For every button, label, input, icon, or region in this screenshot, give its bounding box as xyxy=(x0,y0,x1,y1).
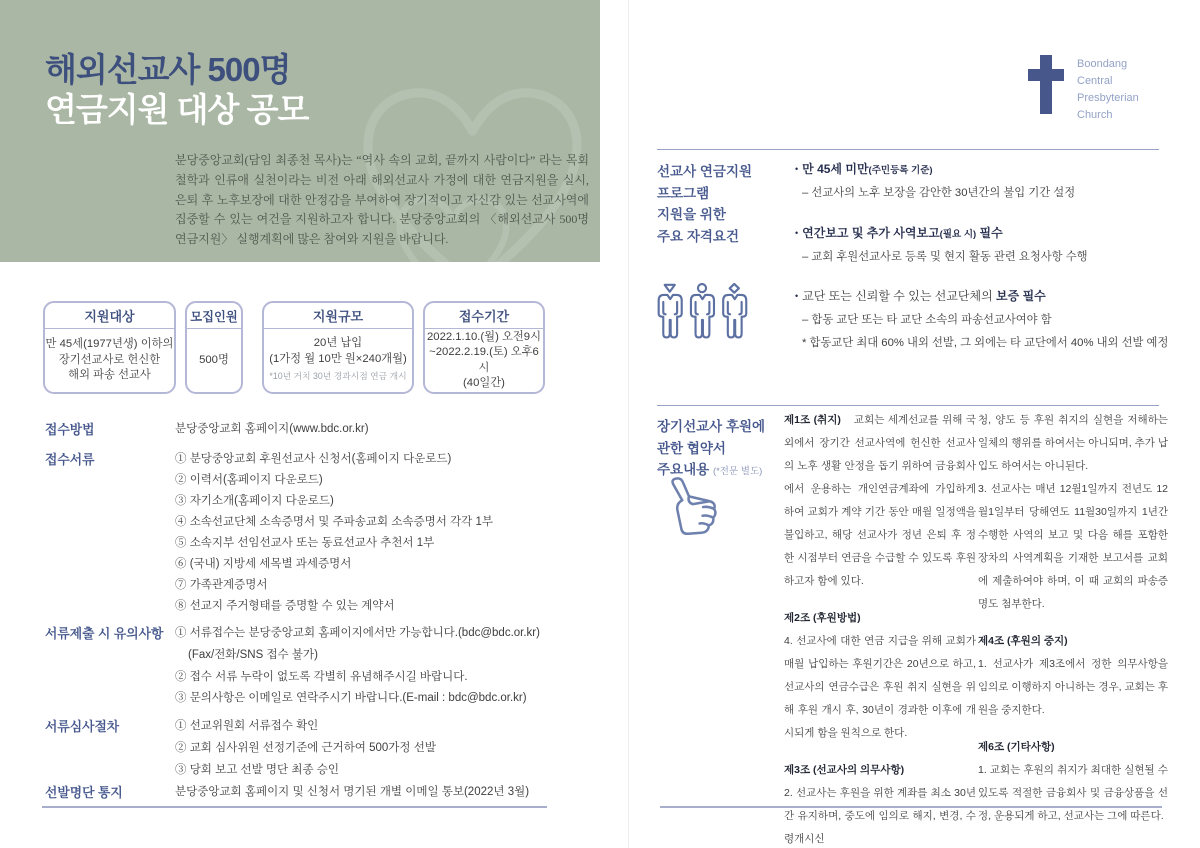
qualifications-label xyxy=(657,161,752,247)
section-item: ⑤ 소속지부 선임선교사 또는 동료선교사 추천서 1부 xyxy=(175,537,435,549)
agreement-article-1 xyxy=(784,409,976,593)
info-box-quota xyxy=(185,301,243,394)
bullet-note: (주민등록 기준) xyxy=(868,165,933,176)
info-box-note: *10년 거치 30년 경과시점 연금 개시 xyxy=(269,371,407,382)
article-text-continued: 청, 양도 등 후원 취지의 실현을 저해하는 일체의 행위를 하여서는 아니되며, 추가 납입도 하여서는 아니된다. xyxy=(978,414,1168,472)
qualifications-label-line: 프로그램 xyxy=(657,185,710,201)
qualifications-content xyxy=(795,158,1197,371)
page-fold-divider xyxy=(628,0,629,848)
agreement-label-note: (*전문 별도) xyxy=(712,466,763,477)
agreement-article-3 xyxy=(784,759,976,848)
section-item: ③ 당회 보고 선발 명단 최종 승인 xyxy=(175,763,339,776)
thumbs-up-hand-icon xyxy=(658,477,720,541)
agreement-article-4 xyxy=(978,630,1168,722)
section-item: ① 분당중앙교회 후원선교사 신청서(홈페이지 다운로드) xyxy=(175,453,452,465)
section-item: 분당중앙교회 홈페이지(www.bdc.or.kr) xyxy=(175,423,369,435)
info-box-title: 모집인원 xyxy=(187,303,241,329)
bullet-bold: 연간보고 및 추가 사역보고 xyxy=(802,225,940,240)
section-item: ① 선교위원회 서류접수 확인 xyxy=(175,720,319,732)
bullet-sub: – 교회 후원선교사로 등록 및 현지 활동 관련 요청사항 수행 xyxy=(802,250,1088,263)
article-text: 교회는 세계선교를 위해 국외에서 장기간 선교사역에 헌신한 선교사의 노후 생활 안정을 돕기 위하여 금융회사에서 운용하는 개인연금계좌에 가입하게 하여 교회가 계약 기간 동안 매월 일정액을 불입하고, 해당 선교사가 정년 은퇴 후 정한 시점부터 연금을 수급할 수 있도록 후원하고자 함에 있다. xyxy=(784,414,977,587)
logo-line: Boondang xyxy=(1077,58,1128,70)
article-text: 4. 선교사에 대한 연금 지급을 위해 교회가 매월 납입하는 후원기간은 20년으로 하고, 선교사의 연금수급은 후원 취지 실현을 위해 후원 개시 후, 30년이 경과한 이후에 개시되게 함을 원칙으로 한다. xyxy=(784,635,976,739)
section-result-notice xyxy=(45,782,607,803)
divider xyxy=(42,806,547,808)
section-label: 선발명단 통지 xyxy=(45,785,123,800)
section-review-process xyxy=(45,716,607,781)
logo-line: Presbyterian xyxy=(1077,92,1139,104)
section-item: ⑦ 가족관계증명서 xyxy=(175,579,268,591)
article-text: 3. 선교사는 매년 12월1일까지 전년도 12월1일부터 당해연도 11월30일까지 1년간 수행한 사역의 보고 및 다음 해를 포함한 장차의 사역계획을 기재한 보고서를 교회에 제출하여야 하며, 이 때 교회의 파송증명도 첨부한다. xyxy=(978,483,1168,610)
article-text: 2. 선교사는 후원을 위한 계좌를 최소 30년간 유지하며, 중도에 임의로 해지, 변경, 수령개시신 xyxy=(784,787,976,845)
article-heading: 제6조 (기타사항) xyxy=(978,741,1055,753)
article-heading: 제3조 (선교사의 의무사항) xyxy=(784,764,905,776)
bullet-pre: 교단 또는 신뢰할 수 있는 선교단체의 xyxy=(802,289,997,304)
bullet-bold: 필수 xyxy=(976,225,1003,240)
intro-paragraph: 분당중앙교회(담임 최종천 목사)는 “역사 속의 교회, 끝까지 사람이다” 라는 목회철학과 인류애 실천이라는 비전 아래 해외선교사 가정에 대한 연금지원을 실시, 은퇴 후 노후보장에 대한 안정감을 부여하여 장기적이고 자신감 있는 선교사역에 집중할 수 있는 여건을 지원하고자 합니다. 분당중앙교회의 〈해외선교사 500명 연금지원〉 실행계획에 많은 참여와 지원을 바랍니다. xyxy=(175,153,589,247)
section-item: ② 접수 서류 누락이 없도록 각별히 유념해주시길 바랍니다. xyxy=(175,670,468,683)
divider xyxy=(657,405,1159,406)
green-header-banner xyxy=(0,0,600,262)
agreement-label xyxy=(657,416,765,483)
info-box-line: (1가정 월 10만 원×240개월) xyxy=(269,352,407,365)
section-documents xyxy=(45,449,607,617)
title-line-1: 해외선교사 500명 xyxy=(45,51,291,88)
agreement-label-main: 주요내용 xyxy=(657,462,710,477)
article-text: 1. 선교사가 제3조에서 정한 의무사항을 임의로 이행하지 아니하는 경우, 교회는 후원을 중지한다. xyxy=(978,658,1168,716)
qualifications-label-line: 주요 자격요건 xyxy=(657,228,739,244)
info-box-title: 접수기간 xyxy=(425,303,543,329)
section-label: 서류심사절차 xyxy=(45,719,120,734)
bullet-marker: • xyxy=(795,291,799,302)
bullet-bold: 만 45세 미만 xyxy=(802,162,869,176)
article-heading: 제2조 (후원방법) xyxy=(784,612,861,624)
info-box-line: 장기선교사로 헌신한 xyxy=(58,353,161,366)
article-text: 1. 교회는 후원의 취지가 최대한 실현될 수 있도록 적절한 금융회사 및 금융상품을 선정, 운용되게 하고, 선교사는 그에 따른다. xyxy=(978,764,1168,822)
info-box-line: (40일간) xyxy=(463,377,505,389)
bullet-sub: – 선교사의 노후 보장을 감안한 30년간의 불입 기간 설정 xyxy=(802,187,1076,199)
info-box-title: 지원규모 xyxy=(264,303,412,329)
agreement-article-6 xyxy=(978,736,1168,828)
info-box-line: ~2022.2.19.(토) 오후6시 xyxy=(429,346,539,374)
agreement-article-2 xyxy=(784,607,976,745)
agreement-label-line: 관한 협약서 xyxy=(657,440,726,456)
info-box-line: 500명 xyxy=(199,353,229,366)
agreement-label-line: 장기선교사 후원에 xyxy=(657,419,766,434)
section-label: 접수방법 xyxy=(45,422,95,437)
section-submission-notes xyxy=(45,623,607,710)
section-item: ② 교회 심사위원 선정기준에 근거하여 500가정 선발 xyxy=(175,741,436,754)
info-box-line: 2022.1.10.(월) 오전9시 xyxy=(427,330,541,343)
logo-line: Central xyxy=(1077,75,1113,87)
section-item: ⑧ 선교지 주거형태를 증명할 수 있는 계약서 xyxy=(175,600,395,612)
section-apply-method xyxy=(45,419,607,440)
page-title xyxy=(45,50,308,130)
section-item: ④ 소속선교단체 소속증명서 및 주파송교회 소속증명서 각각 1부 xyxy=(175,516,493,528)
qualification-bullet xyxy=(795,158,1197,205)
qualifications-label-line: 지원을 위한 xyxy=(657,207,726,222)
article-heading: 제1조 (취지) xyxy=(784,414,841,426)
section-item: ① 서류접수는 분당중앙교회 홈페이지에서만 가능합니다.(bdc@bdc.or.kr) xyxy=(175,627,540,639)
divider xyxy=(657,149,1159,150)
info-box-line: 만 45세(1977년생) 이하의 xyxy=(45,338,174,351)
bullet-bold: 보증 필수 xyxy=(996,289,1046,304)
section-label: 서류제출 시 유의사항 xyxy=(45,626,164,641)
section-item: (Fax/전화/SNS 접수 불가) xyxy=(188,648,318,661)
title-line-2: 연금지원 대상 공모 xyxy=(45,91,309,128)
article-heading: 제4조 (후원의 중지) xyxy=(978,635,1068,647)
bullet-marker: • xyxy=(795,227,799,238)
logo-line: Church xyxy=(1077,109,1113,121)
cross-icon xyxy=(1028,55,1064,114)
section-label: 접수서류 xyxy=(45,452,95,467)
bullet-sub: * 합동교단 최대 60% 내외 선발, 그 외에는 타 교단에서 40% 내외 선발 예정 xyxy=(802,336,1169,349)
bullet-marker: • xyxy=(795,164,799,174)
section-item: ② 이력서(홈페이지 다운로드) xyxy=(175,474,323,486)
bullet-note: (필요 시) xyxy=(939,228,977,240)
qualification-bullet xyxy=(795,285,1197,354)
section-item: ③ 문의사항은 이메일로 연락주시기 바랍니다.(E-mail : bdc@bdc.or.kr) xyxy=(175,692,527,705)
info-box-line: 20년 납입 xyxy=(313,337,363,350)
three-people-icon xyxy=(654,283,750,342)
qualifications-label-line: 선교사 연금지원 xyxy=(657,164,753,179)
info-box-target xyxy=(43,301,176,394)
agreement-column-1 xyxy=(784,409,976,848)
info-box-line: 해외 파송 선교사 xyxy=(68,369,151,382)
info-box-scale xyxy=(262,301,414,394)
info-box-title: 지원대상 xyxy=(45,303,174,329)
divider xyxy=(660,806,1162,808)
agreement-column-2 xyxy=(978,409,1168,828)
section-item: ⑥ (국내) 지방세 세목별 과세증명서 xyxy=(175,558,352,570)
qualification-bullet xyxy=(795,222,1197,269)
bullet-sub: – 합동 교단 또는 타 교단 소속의 파송선교사여야 함 xyxy=(802,314,1052,327)
section-item: 분당중앙교회 홈페이지 및 신청서 명기된 개별 이메일 통보(2022년 3월) xyxy=(175,786,530,798)
section-item: ③ 자기소개(홈페이지 다운로드) xyxy=(175,495,334,507)
church-logo-text xyxy=(1077,56,1139,124)
info-box-period xyxy=(423,301,545,394)
